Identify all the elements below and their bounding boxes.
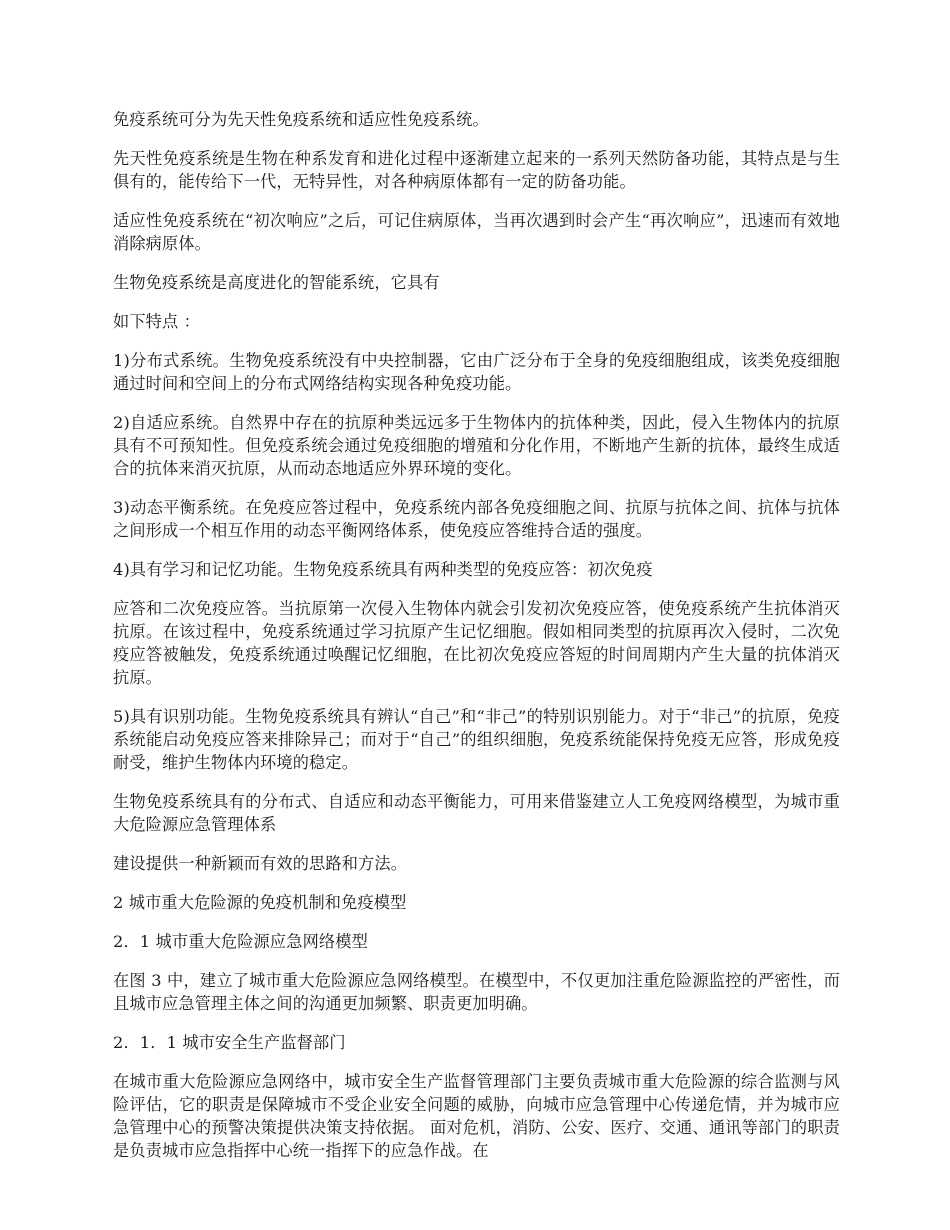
paragraph-feature-5: 5)具有识别功能。生物免疫系统具有辨认“自己”和“非己”的特别识别能力。对于“非己”的抗原，免疫系统能启动免疫应答来排除异己；而对于“自己”的组织细胞，免疫系统能保持免疫无应答，形成免疫耐受，维护生物体内环境的稳定。 — [113, 707, 840, 772]
paragraph-adaptive-immunity: 适应性免疫系统在“初次响应”之后，可记住病原体，当再次遇到时会产生“再次响应”，迅速而有效地消除病原体。 — [113, 211, 840, 253]
paragraph-feature-4: 4)具有学习和记忆功能。生物免疫系统具有两种类型的免疫应答：初次免疫 — [113, 560, 653, 579]
paragraph-innate-immunity: 先天性免疫系统是生物在种系发育和进化过程中逐渐建立起来的一系列天然防备功能，其特点是与生俱有的，能传给下一代，无特异性，对各种病原体都有一定的防备功能。 — [113, 149, 840, 191]
paragraph-feature-1: 1)分布式系统。生物免疫系统没有中央控制器，它由广泛分布于全身的免疫细胞组成，该类免疫细胞通过时间和空间上的分布式网络结构实现各种免疫功能。 — [113, 351, 840, 393]
paragraph-intro: 免疫系统可分为先天性免疫系统和适应性免疫系统。 — [113, 110, 489, 129]
section-heading-2: 2 城市重大危险源的免疫机制和免疫模型 — [113, 893, 407, 912]
paragraph-network-model: 在图 3 中，建立了城市重大危险源应急网络模型。在模型中，不仅更加注重危险源监控的严密性，而且城市应急管理主体之间的沟通更加频繁、职责更加明确。 — [113, 971, 840, 1013]
paragraph-feature-3: 3)动态平衡系统。在免疫应答过程中，免疫系统内部各免疫细胞之间、抗原与抗体之间、抗体与抗体之间形成一个相互作用的动态平衡网络体系，使免疫应答维持合适的强度。 — [113, 498, 840, 540]
paragraph-features-lead: 如下特点 ： — [113, 312, 200, 331]
paragraph-intelligent-system: 生物免疫系统是高度进化的智能系统，它具有 — [113, 273, 440, 292]
document-body — [113, 108, 840, 1178]
section-heading-2-1-1: 2．1．1 城市安全生产监督部门 — [113, 1033, 346, 1052]
paragraph-summary: 生物免疫系统具有的分布式、自适应和动态平衡能力，可用来借鉴建立人工免疫网络模型，为城市重大危险源应急管理体系 — [113, 792, 840, 834]
section-heading-2-1: 2．1 城市重大危险源应急网络模型 — [113, 932, 368, 951]
paragraph-feature-4-continued: 应答和二次免疫应答。当抗原第一次侵入生物体内就会引发初次免疫应答，使免疫系统产生抗体消灭抗原。在该过程中，免疫系统通过学习抗原产生记忆细胞。假如相同类型的抗原再次入侵时，二次免疫应答被触发，免疫系统通过唤醒记忆细胞，在比初次免疫应答短的时间周期内产生大量的抗体消灭抗原。 — [113, 599, 840, 687]
paragraph-summary-continued: 建设提供一种新颖而有效的思路和方法。 — [113, 854, 408, 873]
paragraph-safety-supervision: 在城市重大危险源应急网络中，城市安全生产监督管理部门主要负责城市重大危险源的综合监测与风险评估，它的职责是保障城市不受企业安全问题的威胁，向城市应急管理中心传递危情，并为城市应急管理中心的预警决策提供决策支持依据。 面对危机，消防、公安、医疗、交通、通讯等部门的职责是负责城市应急指挥中心统一指挥下的应急作战。在 — [113, 1072, 840, 1160]
paragraph-feature-2: 2)自适应系统。自然界中存在的抗原种类远远多于生物体内的抗体种类，因此，侵入生物体内的抗原具有不可预知性。但免疫系统会通过免疫细胞的增殖和分化作用，不断地产生新的抗体，最终生成适合的抗体来消灭抗原，从而动态地适应外界环境的变化。 — [113, 413, 840, 478]
